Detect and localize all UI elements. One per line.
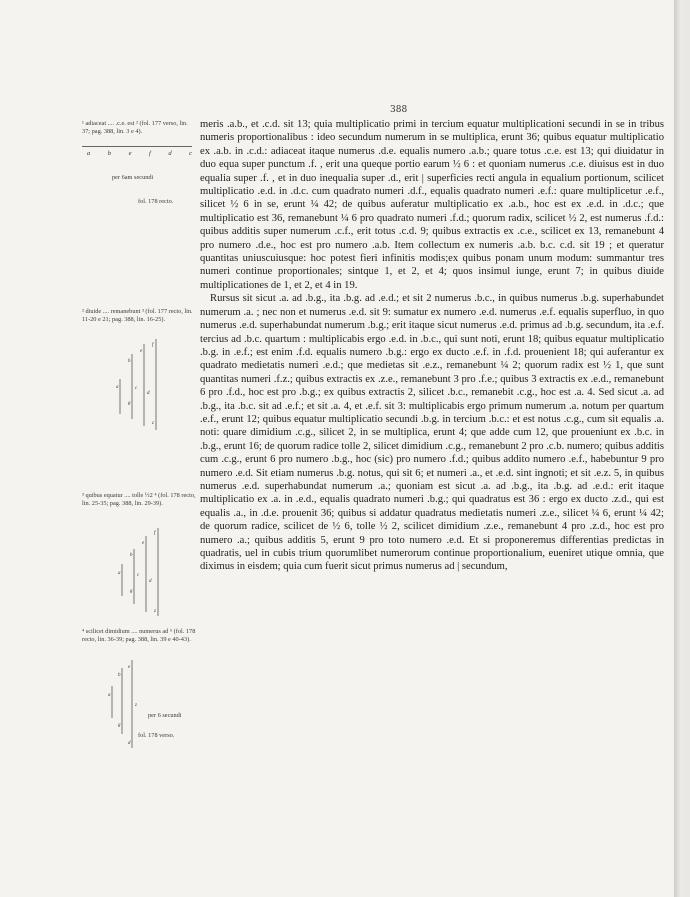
paragraph-1: meris .a.b., et .c.d. sit 13; quia multiplicatio primi in tercium equatur multiplicationi secundi in se in tribus numeris proportionalibus : ideo secundum numerum in se multiplica, erunt 36; quibus equatur multiplicatio ex .a.b. in .c.d.: adiaceat itaque numerus .d.e. equalis numero .a.b.; quare totus .c.e. est 13; qui diuidatur in duo equa super punctum .f. , erit una queque portio earum ½ 6 : et quoniam numerus .c.e. diuisus est in duo equalia super .f. , et in duo inequalia super .d., erit | superficies recti angula in equalium portionum, scilicet multiplicatio .e.d. in .d.c. cum quadrato numeri .d.f., equalis quadrato numeri .e.f.: quare multiplicetur .e.f., silicet ½ 6 in se, erunt ¼ 42; de quibus auferatur multiplicatio ex .a.b., hoc est ex .e.d. in .d.c.; que multiplicatio est 36, remanebunt ¼ 6 pro quadrato numeri .f.d.; quorum radix, scilicet ½ 2, est numerus .f.d.: quibus additis super numerum .c.f., erit totus .c.d. 9; quibus extractis ex .c.e., scilicet ex 13, remanebunt 4 pro numero .d.e., hoc est pro numero .a.b. Item collectum ex numeris .a.b. b.c. c.d. sit 19 ; et queratur quantitas uniuscuiusque: hoc potest fieri infinitis modis;ex quibus ponam unum modum: summantur tres numeri continue proportionales; sintque 1, et 2, et 4; quos insimul iunge, erunt 7; in quibus diuide multiplicationes de 1, et 2, et 4 in 19. xyxy=(200,119,664,291)
marginal-note-4 xyxy=(82,628,197,644)
page-edge xyxy=(674,0,682,897)
marginal-note-1-text: ¹ adiaceat .... .c.e. est ² (fol. 177 verso, lin. 37; pag. 388, lin. 3 e 4). xyxy=(82,120,188,135)
letter-b: b xyxy=(107,150,112,157)
reference-label-bottom: per 6 secundi xyxy=(148,712,182,719)
line-diagram-2 xyxy=(112,524,172,620)
label-d: d xyxy=(128,741,131,746)
label-g: g xyxy=(118,723,121,728)
label-c: c xyxy=(135,386,138,391)
label-a: a xyxy=(108,693,111,698)
line-diagram-2-svg xyxy=(112,524,172,620)
reference-label-top: per 6am secundi xyxy=(112,174,154,181)
marginal-note-4-text: ⁴ scilicet dimidium .... numerus ad ⁵ (fol. 178 recto, lin. 36-39; pag. 388, lin. 39 e 40-43). xyxy=(82,628,196,643)
letter-c: c xyxy=(189,150,192,157)
marginal-note-2 xyxy=(82,308,197,324)
label-f: f xyxy=(152,343,154,348)
letter-f: f xyxy=(148,150,151,157)
label-a: a xyxy=(116,385,119,390)
label-b: b xyxy=(128,359,131,364)
label-g: g xyxy=(128,401,131,406)
label-a: a xyxy=(118,571,121,576)
label-b: b xyxy=(118,673,121,678)
paragraph-2: Rursus sit sicut .a. ad .b.g., ita .b.g. ad .e.d.; et sit 2 numerus .b.c., in quibus numerus .b.g. superhabundet numerum .a. ; nec non et numerus .e.d. sit 9: sumatur ex numero .e.d. numerus .e.f. equalis superfluo, in quo numerus .e.d. superhabundat numerum .b.g.; erit itaque sicut numerus .e.d. primus ad .b.g. secundum, ita .e.f. tercius ad .b.c. quartum : multiplicabis ergo .e.d. in .b.c., qui sunt noti, erunt 18; quibus equatur multiplicatio .b.g. in .e.f.; est enim .f.d. equalis numero .b.g.: ergo ex ducto .e.f. in .f.d. prouenient 18; qui auferantur ex quadrato medietatis numeri .e.d.; que medietas sit .e.z., remanebunt ¼ 2; quorum radix est ½ 1, que sunt quantitas numeri .f.z.; quibus extractis ex .z.e., remanebunt 3 pro .f.e.; quibus 3 extractis ex .e.d., remanebunt 6 pro .f.d., hoc est pro .b.g.; ex quibus extractis 2, silicet .b.c., remanebit .c.g., hoc est .a. 4. Sed sicut .a. ad .b.g., ita .b.c. sit ad .e.f.; et sit .a. 4, et .e.f. sit 3: multiplicabis ergo primum numerum .a. notum per quartum .e.f., erunt 12; quibus equatur multiplicatio secundi .b.g. in tercium .b.c.: et est notus .c.g., cum sit equalis .a. noti: quare dimidium .c.g., silicet 2, in se multiplica, erunt 4; que adde cum 12, que proueniunt ex .b.c. in .b.g., erunt 16; de quorum radice tolle 2, silicet dimidium .c.g., remanebunt 2 pro .c.b. numero; quibus additis cum .c.g., erunt 6 pro numero .b.g., hoc (sic) pro numero .f.d.; quibus addito numero .e.f., habebuntur 9 pro numero .e.d. Sit etiam numerus .b.g. notus, qui sit 6; et numeri .a., et .e.d. sint ingnoti; et sit .e.z. 5, in quibus numerus .e.d. superhabundat numerum .a.; quoniam est sicut .a. ad .b.g., ita .b.g. ad .e.d.: erit itaque multiplicatio ex .a. in .e.d., equalis quadrato numeri .b.g.; qui quadratus est 36 : ergo ex ducto .z.d., qui est equalis .a., in .d.e. prouenit 36; quibus si addatur quadratus medietatis numeri .z.e., silicet ¼ 6, erunt ¼ 42; de quorum radice, scilicet de ½ 6, tolle ½ 2, scilicet dimidium .z.e., remanebunt 4 pro .z.d., hoc est pro numero .a.; quibus additis 5, erunt 9 pro toto numero .e.d. Et si proponeremus differentias predictas in quadratis, uel in cubis trium quorumlibet numerorum continue proportionalium, eueniret utique omnia, que diximus in eisdem; quia cum fuerit sicut primus numerus ad | secundum, xyxy=(200,293,664,573)
label-e: e xyxy=(140,349,143,354)
label-c: c xyxy=(137,573,140,578)
label-b: b xyxy=(130,553,133,558)
letter-e: e xyxy=(128,150,132,157)
folio-reference-bottom: fol. 178 verso. xyxy=(138,732,175,739)
label-g: g xyxy=(130,589,133,594)
label-e: e xyxy=(128,665,131,670)
marginal-note-1 xyxy=(82,120,197,136)
label-z: z xyxy=(152,421,154,426)
label-d: d xyxy=(149,579,152,584)
line-diagram-1-svg xyxy=(110,334,170,434)
marginal-note-3 xyxy=(82,492,197,508)
main-text-body xyxy=(200,118,664,574)
label-z: z xyxy=(135,703,137,708)
note-divider xyxy=(82,146,192,147)
marginal-letter-row xyxy=(87,150,192,157)
label-z: z xyxy=(154,609,156,614)
label-e: e xyxy=(142,541,145,546)
marginal-note-2-text: ² diuide .... remanebunt ³ (fol. 177 recto, lin. 11-20 e 21; pag. 388, lin. 16-25). xyxy=(82,308,193,323)
line-diagram-1 xyxy=(110,334,170,434)
letter-d: d xyxy=(168,150,172,157)
marginal-note-3-text: ³ quibus equatur .... tolle ½2 ⁴ (fol. 178 recto, lin. 25-35; pag. 388, lin. 29-39). xyxy=(82,492,196,507)
label-d: d xyxy=(147,391,150,396)
page-number: 388 xyxy=(390,105,408,115)
folio-reference-top: fol. 178 recto. xyxy=(138,198,174,205)
label-f: f xyxy=(154,531,156,536)
letter-a: a xyxy=(87,150,91,157)
